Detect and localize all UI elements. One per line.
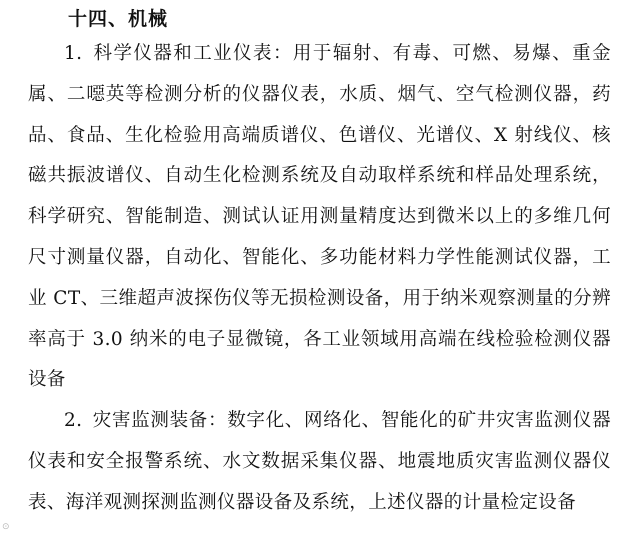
item-text: 科学仪器和工业仪表：用于辐射、有毒、可燃、易爆、重金属、二噁英等检测分析的仪器仪表，水质、烟气、空气检测仪器，药品、食品、生化检验用高端质谱仪、色谱仪、光谱仪、X 射线仪、核磁共振波谱仪、自动生化检测系统及自动取样系统和样品处理系统，科学研究、智能制造、测试认证用测量精度达到微米以上的多维几何尺寸测量仪器，自动化、智能化、多功能材料力学性能测试仪器，工业 CT、三维超声波探伤仪等无损检测设备，用于纳米观察测量的分辨率高于 3.0 纳米的电子显微镜，各工业领域用高端在线检验检测仪器设备 (28, 43, 611, 391)
list-item (28, 34, 611, 401)
item-number: 1. (64, 43, 83, 64)
list-item (28, 401, 611, 523)
item-number: 2. (64, 410, 83, 432)
section-heading: 十四、机械 (68, 8, 169, 30)
watermark-logo: ⊙ (2, 522, 10, 532)
item-text: 灾害监测装备：数字化、网络化、智能化的矿井灾害监测仪器仪表和安全报警系统、水文数据采集仪器、地震地质灾害监测仪器仪表、海洋观测探测监测仪器设备及系统，上述仪器的计量检定设备 (28, 410, 611, 513)
